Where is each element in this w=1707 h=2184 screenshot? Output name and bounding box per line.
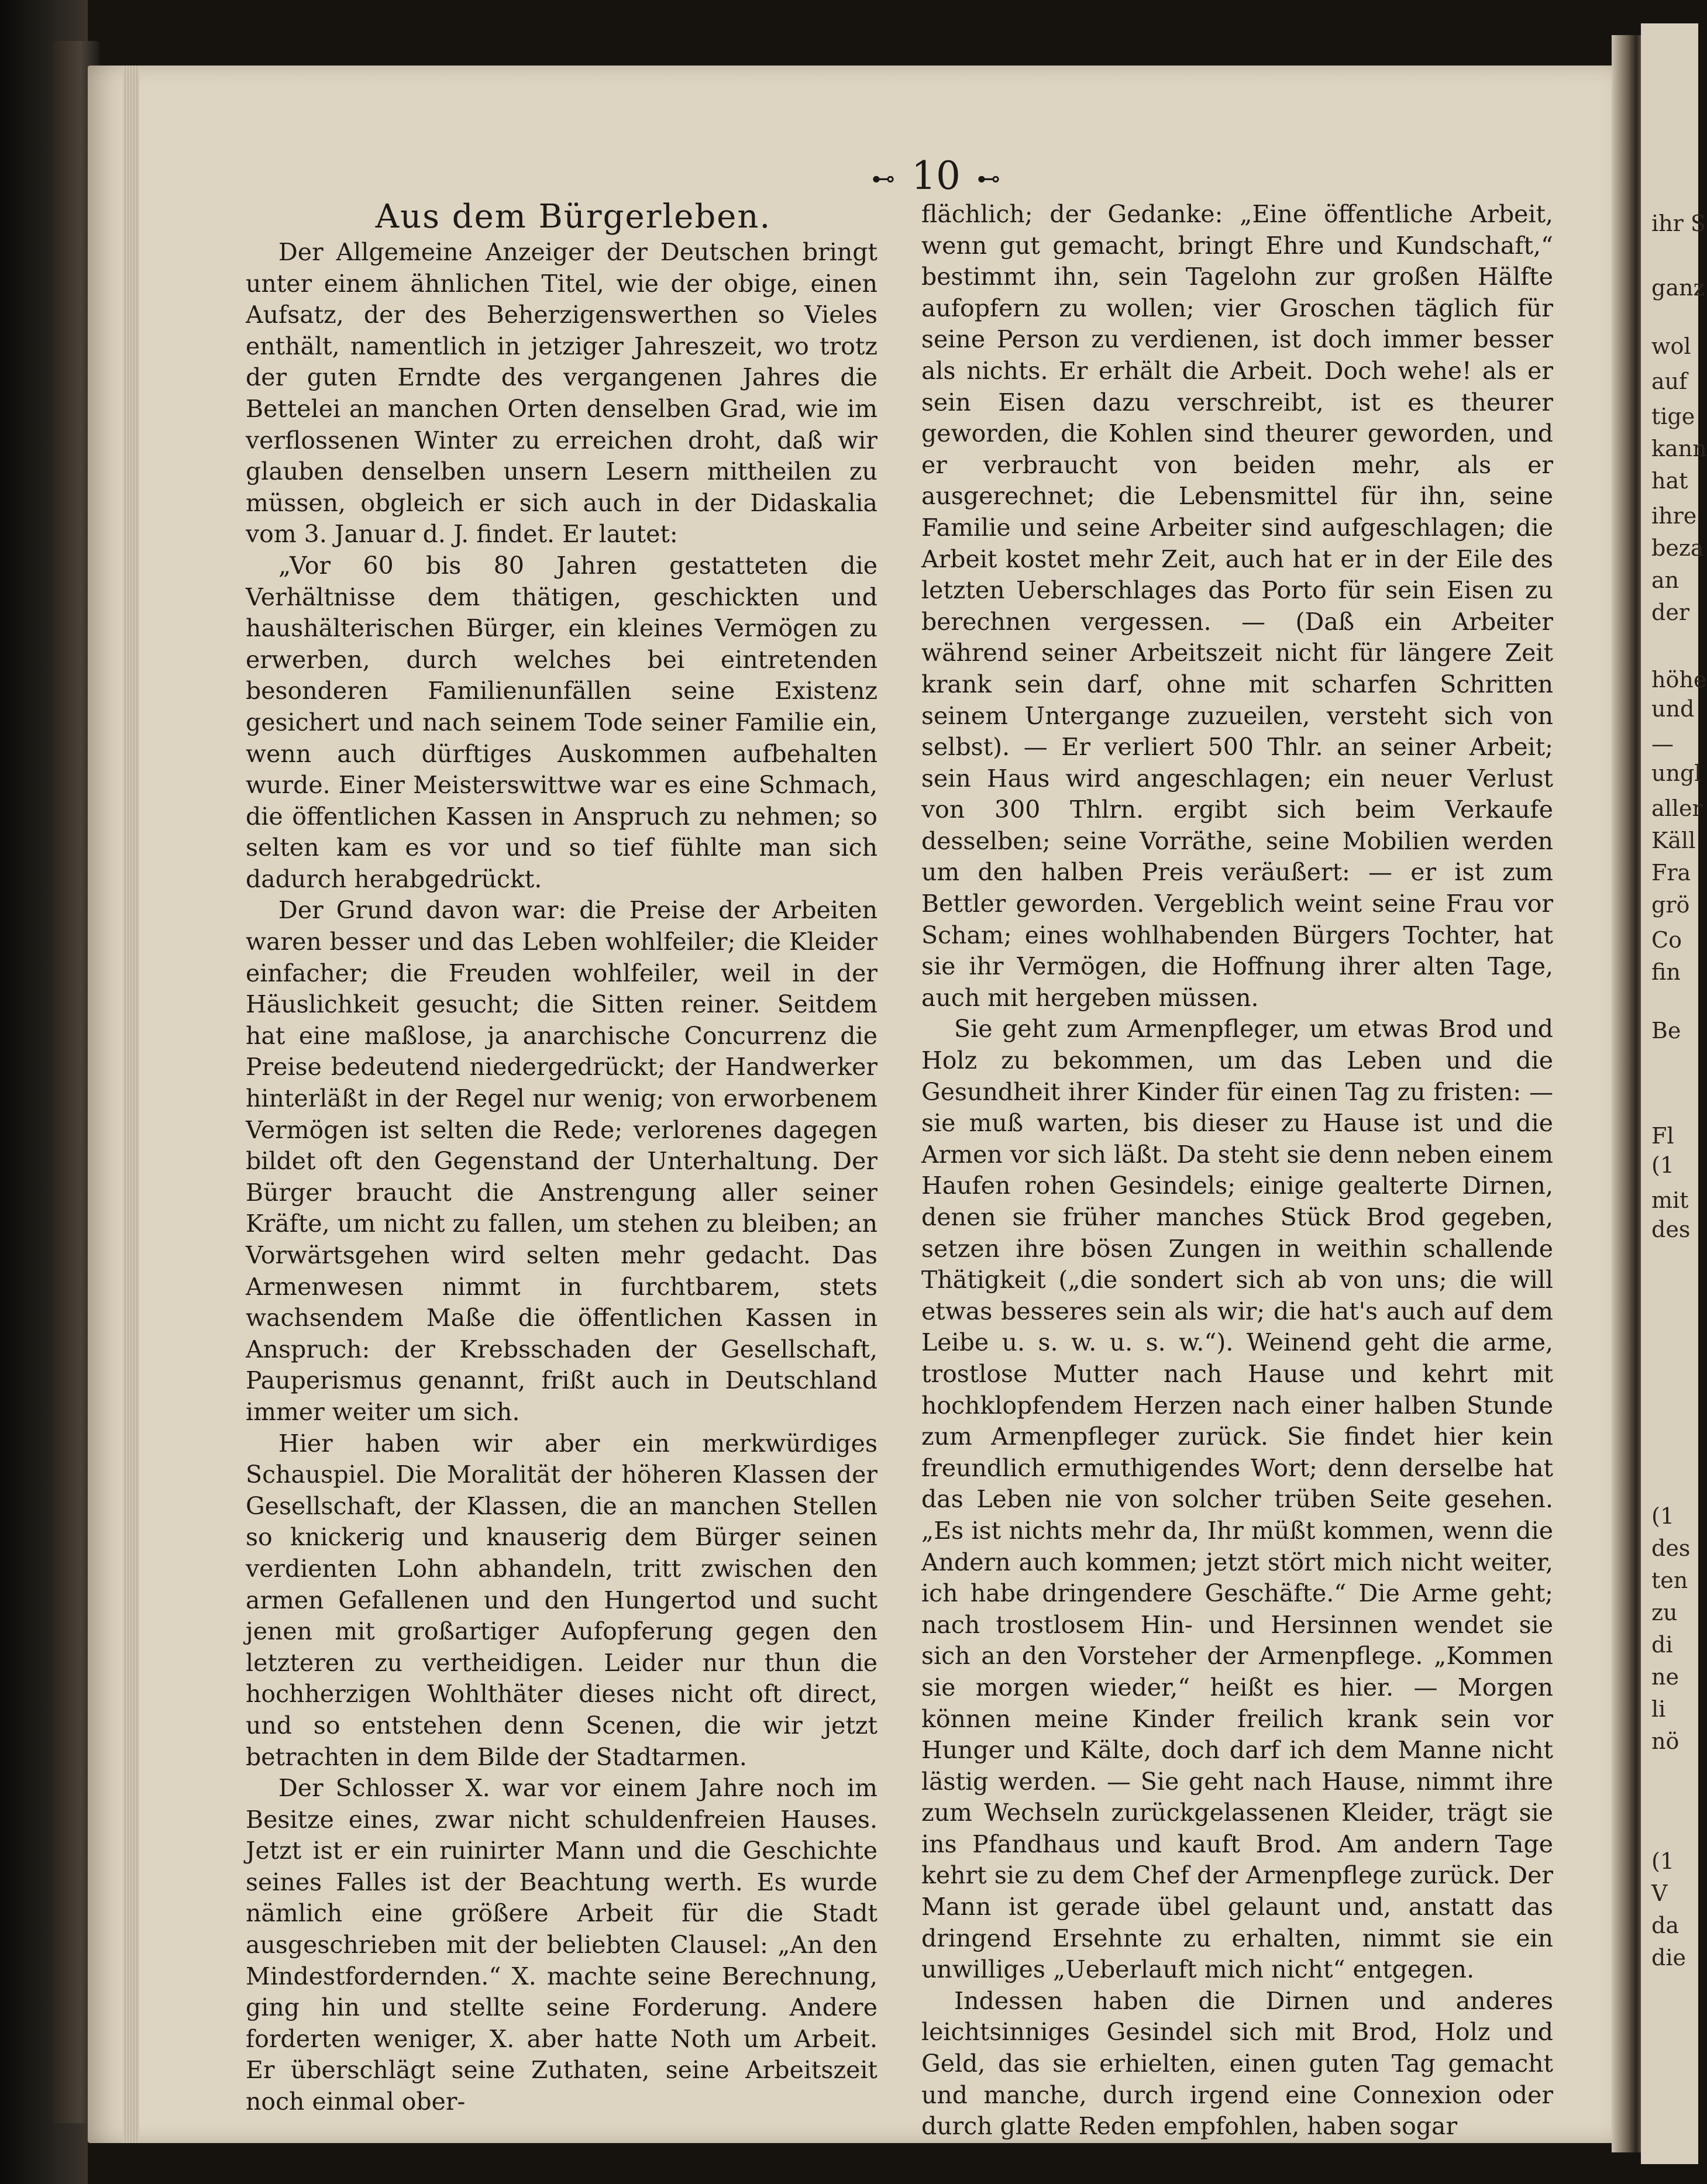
facing-page-fragment: und (1651, 696, 1695, 722)
paragraph: „Vor 60 bis 80 Jahren gestatteten die Verhältnisse dem thätigen, geschickten und haushälterischen Bürger, ein kleines Vermögen zu erwerben, durch welches bei eintretenden besonderen Familienunfällen seine Existenz gesichert und nach seinem Tode seiner Familie ein, wenn auch dürftiges Auskommen aufbehalten wurde. Einer Meisterswittwe war es eine Schmach, die öffentlichen Kassen in Anspruch zu nehmen; so selten kam es vor und so tief fühlte man sich dadurch herabgedrückt. (246, 551, 877, 893)
facing-page-fragment: ne (1651, 1664, 1679, 1690)
paragraph: flächlich; der Gedanke: „Eine öffentliche Arbeit, wenn gut gemacht, bringt Ehre und Kundschaft,“ bestimmt ihn, sein Tagelohn zur großen Hälfte aufopfern zu wollen; vier Groschen täglich für seine Person zu verdienen, ist doch immer besser als nichts. Er erhält die Arbeit. Doch wehe! als er sein Eisen dazu verschreibt, ist es theurer geworden, die Kohlen sind theurer geworden, und er verbraucht von beiden mehr, als er ausgerechnet; die Lebensmittel für ihn, seine Familie und seine Arbeiter sind aufgeschlagen; die Arbeit kostet mehr Zeit, auch hat er in der Eile des letzten Ueberschlages das Porto für sein Eisen zu berechnen vergessen. — (Daß ein Arbeiter während seiner Arbeitszeit nicht für längere Zeit krank sein darf, ohne mit scharfen Schritten seinem Untergange zuzueilen, versteht sich von selbst). — Er verliert 500 Thlr. an seiner Arbeit; sein Haus wird angeschlagen; ein neuer Verlust von 300 Thlrn. ergibt sich beim Verkaufe desselben; seine Vorräthe, seine Mobilien werden um den halben Preis veräußert: — er ist zum Bettler geworden. Vergeblich weint seine Frau vor Scham; eines wohlhabenden Bürgers Tochter, hat sie ihr Vermögen, die Hoffnung ihrer alten Tage, auch mit hergeben müssen. (921, 200, 1553, 1012)
facing-page-fragment: di (1651, 1632, 1673, 1658)
paragraph: Der Grund davon war: die Preise der Arbeiten waren besser und das Leben wohlfeiler; die Kleider einfacher; die Freuden wohlfeiler, weil in der Häuslichkeit gesucht; die Sitten reiner. Seitdem hat eine maßlose, ja anarchische Concurrenz die Preise bedeutend niedergedrückt; der Handwerker hinterläßt in der Regel nur wenig; von erworbenem Vermögen ist selten die Rede; verlorenes dagegen bildet oft den Gegenstand der Unterhaltung. Der Bürger braucht die Anstrengung aller seiner Kräfte, um nicht zu fallen, um stehen zu bleiben; an Vorwärtsgehen wird selten mehr gedacht. Das Armenwesen nimmt in furchtbarem, stets wachsendem Maße die öffentlichen Kassen in Anspruch: der Krebsschaden der Gesellschaft, Pauperismus genannt, frißt auch in Deutschland immer weiter um sich. (246, 896, 877, 1426)
facing-page-fragment: ungl (1651, 760, 1702, 786)
page-edge-stack (123, 66, 139, 2143)
facing-page-fragment: höhe (1651, 667, 1707, 693)
facing-page-fragment: ihre (1651, 503, 1697, 529)
page-number: 10 (911, 153, 961, 198)
ornament-right: ⊷ (976, 166, 1000, 192)
facing-page-fragment: wol (1651, 333, 1691, 359)
facing-page-fragment: hat (1651, 468, 1688, 494)
facing-page-fragment: des (1651, 1217, 1691, 1242)
facing-page-fragment: an (1651, 567, 1680, 593)
facing-page-fragment: beza (1651, 535, 1704, 561)
left-text-column (246, 237, 877, 2118)
facing-page-fragment: — (1651, 731, 1674, 757)
paragraph: Der Schlosser X. war vor einem Jahre noch im Besitze eines, zwar nicht schuldenfreien Hauses. Jetzt ist er ein ruinirter Mann und die Geschichte seines Falles ist der Beachtung werth. Es wurde nämlich eine größere Arbeit für die Stadt ausgeschrieben mit der beliebten Clausel: „An den Mindestfordernden.“ X. machte seine Berechnung, ging hin und stellte seine Forderung. Andere forderten weniger, X. aber hatte Noth um Arbeit. Er überschlägt seine Zuthaten, seine Arbeitszeit noch einmal ober- (246, 1774, 877, 2116)
facing-page-fragment: Käll (1651, 828, 1696, 853)
ornament-left: ⊷ (872, 166, 895, 192)
facing-page-fragment: grö (1651, 892, 1690, 918)
facing-page-fragment: Be (1651, 1018, 1681, 1043)
article-heading: Aus dem Bürgerleben. (375, 198, 772, 236)
facing-page-fragment: nö (1651, 1728, 1680, 1754)
facing-page-fragment: V (1651, 1880, 1668, 1906)
paragraph: Hier haben wir aber ein merkwürdiges Schauspiel. Die Moralität der höheren Klassen der Gesellschaft, der Klassen, die an manchen Stellen so knickerig und knauserig dem Bürger seinen verdienten Lohn abhandeln, tritt zwischen den armen Gefallenen und den Hungertod und sucht jenen mit großartiger Aufopferung gegen den letzteren zu vertheidigen. Leider nur thun die hochherzigen Wohlthäter dieses nicht oft direct, und so entstehen denn Scenen, die wir jetzt betrachten in dem Bilde der Stadtarmen. (246, 1429, 877, 1771)
paragraph: Der Allgemeine Anzeiger der Deutschen bringt unter einem ähnlichen Titel, wie der obige, einen Aufsatz, der des Beherzigenswerthen so Vieles enthält, namentlich in jetziger Jahreszeit, wo trotz der guten Erndte des vergangenen Jahres die Bettelei an manchen Orten denselben Grad, wie im verflossenen Winter zu erreichen droht, daß wir glauben denselben unsern Lesern mittheilen zu müssen, obgleich er sich auch in der Didaskalia vom 3. Januar d. J. findet. Er lautet: (246, 238, 877, 549)
facing-page-fragment: ganz (1651, 275, 1705, 301)
facing-page-fragment: der (1651, 600, 1689, 625)
facing-page-fragment: mit (1651, 1187, 1689, 1213)
facing-page-fragment: li (1651, 1696, 1666, 1722)
facing-page-fragment: aller (1651, 795, 1703, 821)
paragraph: Sie geht zum Armenpfleger, um etwas Brod und Holz zu bekommen, um das Leben und die Gesundheit ihrer Kinder für einen Tag zu fristen: — sie muß warten, bis dieser zu Hause ist und die Armen vor sich läßt. Da steht sie denn neben einem Haufen rohen Gesindels; einige gealterte Dirnen, denen sie früher manches Stück Brod gegeben, setzen ihre bösen Zungen in weithin schallende Thätigkeit („die sondert sich ab von uns; die will etwas besseres sein als wir; die hat's auch auf dem Leibe u. s. w. u. s. w.“). Weinend geht die arme, trostlose Mutter nach Hause und kehrt mit hochklopfendem Herzen nach einer halben Stunde zum Armenpfleger zurück. Sie findet hier kein freundlich ermuthigendes Wort; denn derselbe hat das Leben nie von solcher trüben Seite gesehen. „Es ist nichts mehr da, Ihr müßt kommen, wenn die Andern auch kommen; jetzt stört mich nicht weiter, ich habe dringendere Geschäfte.“ Die Arme geht; nach trostlosem Hin- und Hersinnen wendet sie sich an den Vorsteher der Armenpflege. „Kommen sie morgen wieder,“ heißt es hier. — Morgen können meine Kinder freilich krank sein vor Hunger und Kälte, doch darf ich dem Manne nicht lästig werden. — Sie geht nach Hause, nimmt ihre zum Wechseln zurückgelassenen Kleider, trägt sie ins Pfandhaus und kauft Brod. Am andern Tage kehrt sie zu dem Chef der Armenpflege zurück. Der Mann ist gerade übel gelaunt und, anstatt das dringend Ersehnte zu erhalten, nimmt sie ein unwilliges „Ueberlauft mich nicht“ entgegen. (921, 1015, 1553, 1984)
facing-page-fragment: kann (1651, 436, 1707, 461)
facing-page-fragment: Fra (1651, 860, 1691, 886)
right-text-column (921, 199, 1553, 2142)
facing-page-fragment: die (1651, 1945, 1686, 1971)
facing-page-fragment: ten (1651, 1568, 1688, 1593)
facing-page-fragment: zu (1651, 1600, 1678, 1625)
facing-page-fragment: ihr S (1651, 211, 1706, 236)
facing-page-fragment: da (1651, 1913, 1679, 1938)
paragraph: Indessen haben die Dirnen und anderes leichtsinniges Gesindel sich mit Brod, Holz und Geld, das sie erhielten, einen guten Tag gemacht und manche, durch irgend eine Connexion oder durch glatte Reden empfohlen, haben sogar (921, 1986, 1553, 2141)
facing-page-fragment: des (1651, 1535, 1691, 1561)
page-number-line (819, 153, 1053, 200)
facing-page-fragment: tige (1651, 404, 1695, 429)
facing-page-fragment: (1 (1651, 1503, 1675, 1529)
facing-page-fragment: (1 (1651, 1152, 1675, 1178)
facing-page-fragment: Co (1651, 927, 1682, 953)
facing-page-fragment: auf (1651, 368, 1688, 394)
facing-page-strip (1641, 23, 1707, 2164)
facing-page-fragment: (1 (1651, 1848, 1675, 1874)
facing-page-fragment: Fl (1651, 1123, 1674, 1149)
facing-page-fragment: fin (1651, 959, 1681, 985)
